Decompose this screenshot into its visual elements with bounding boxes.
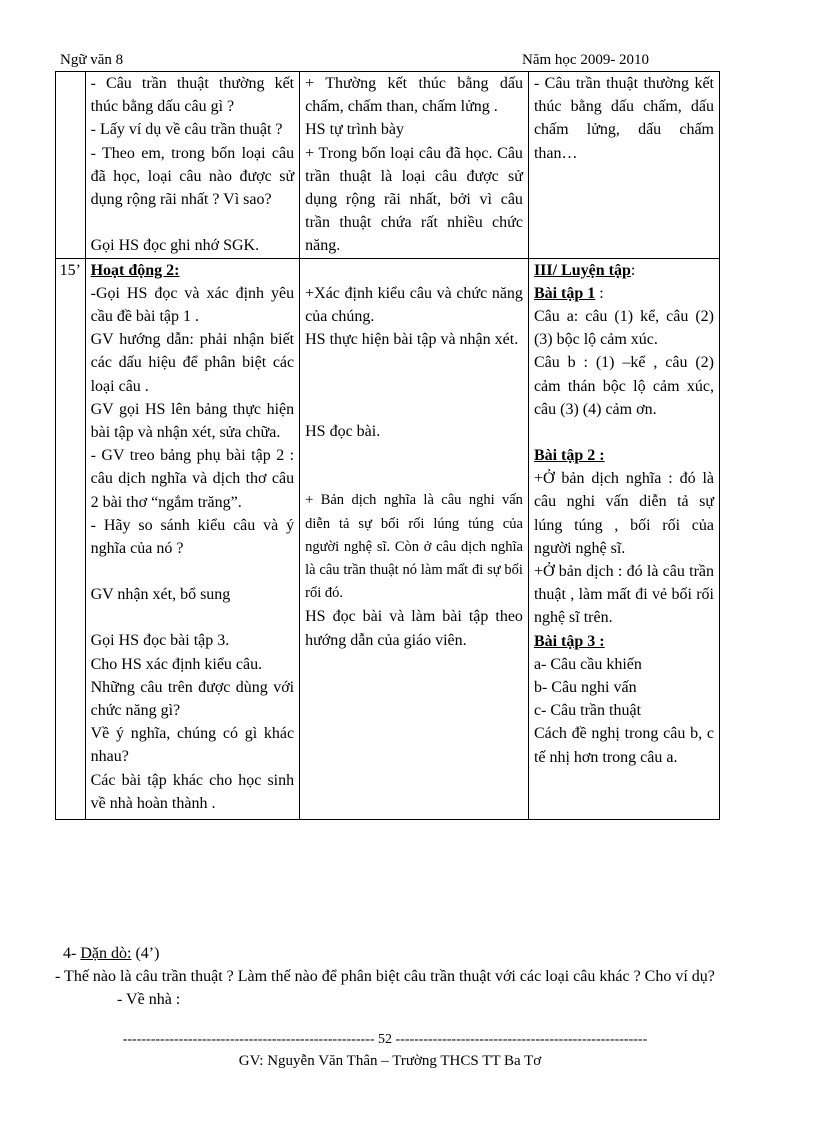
exercise-3-answer: c- Câu trần thuật	[533, 702, 642, 720]
teacher-question: - Theo em, trong bốn loại câu đã học, loại câu nào được sử dụng rộng rãi nhất ? Vì sao?	[90, 144, 295, 209]
student-answer: HS tự trình bày	[305, 121, 405, 139]
teacher-activity-cell	[85, 258, 300, 819]
time-cell: 15’	[56, 258, 86, 819]
student-activity-cell	[300, 258, 529, 819]
exercise-1-answer: Câu b : (1) –kể , câu (2) cảm thán bộc lộ cảm xúc, câu (3) (4) cảm ơn.	[533, 354, 714, 418]
homework-time: (4’)	[131, 945, 160, 962]
spacer	[534, 421, 714, 444]
spacer	[305, 443, 523, 489]
practice-heading-colon: :	[630, 261, 636, 279]
teacher-question: - Lấy ví dụ về câu trần thuật ?	[90, 121, 283, 139]
teacher-instruction: Các bài tập khác cho học sinh về nhà hoàn thành .	[90, 771, 295, 812]
homework-question: - Thế nào là câu trần thuật ? Làm thế nào để phân biệt câu trần thuật với các loại câu khác ? Cho ví dụ?	[55, 968, 715, 985]
practice-heading	[534, 259, 714, 282]
student-answer: + Trong bốn loại câu đã học. Câu trần thuật là loại câu được sử dụng rộng rãi nhất, bởi vì câu trần thuật chứa rất nhiều chức năng.	[305, 144, 523, 255]
student-answer: + Thường kết thúc bằng dấu chấm, chấm than, chấm lửng .	[305, 75, 523, 116]
student-answer: HS đọc bài và làm bài tập theo hướng dẫn của giáo viên.	[305, 608, 523, 649]
content-cell	[528, 258, 719, 819]
teacher-instruction: Về ý nghĩa, chúng có gì khác nhau?	[90, 725, 295, 766]
exercise-3-title: Bài tập 3 :	[533, 632, 605, 650]
teacher-instruction: - GV treo bảng phụ bài tập 2 : câu dịch nghĩa và dịch thơ câu 2 bài thơ “ngắm trăng”.	[90, 447, 295, 511]
student-answer: HS đọc bài.	[305, 423, 381, 441]
page-number: ------------------------------------------------------ 52 ------------------------------------------------------	[122, 1032, 648, 1047]
spacer	[91, 606, 295, 629]
exercise-3-answer: b- Câu nghi vấn	[533, 679, 637, 697]
homework-heading	[63, 942, 723, 965]
table-row	[56, 258, 720, 819]
teacher-instruction: Những câu trên được dùng với chức năng gì?	[90, 678, 295, 720]
time-cell	[56, 72, 86, 259]
activity-heading: Hoạt động 2:	[90, 261, 180, 279]
school-year-header: Năm học 2009- 2010	[522, 52, 650, 68]
teacher-instruction: Cho HS xác định kiểu câu.	[90, 655, 263, 673]
teacher-instruction: GV gọi HS lên bảng thực hiện bài tập và nhận xét, sửa chữa.	[90, 400, 295, 442]
teacher-instruction: -Gọi HS đọc và xác định yêu cầu đề bài tập 1 .	[90, 284, 295, 326]
spacer	[91, 211, 295, 234]
student-answer: + Bản dịch nghĩa là câu nghi vấn diễn tả sự bối rối lúng túng của người nghệ sĩ. Còn ở câu dịch nghĩa là câu trần thuật nó làm mất đi sự bối rối đó.	[305, 492, 523, 602]
teacher-instruction: GV nhận xét, bổ sung	[90, 586, 231, 604]
teacher-activity-cell	[85, 72, 300, 259]
content-cell	[528, 72, 719, 259]
teacher-instruction: - Hãy so sánh kiểu câu và ý nghĩa của nó ?	[90, 516, 295, 558]
spacer	[305, 259, 523, 282]
teacher-instruction: GV hướng dẫn: phải nhận biết các dấu hiệu để phân biệt các loại câu .	[90, 331, 295, 395]
exercise-2-answer: +Ở bản dịch nghĩa : đó là câu nghi vấn diễn tả sự lúng túng , bối rối của người nghệ sĩ.	[533, 470, 714, 557]
homework-label: Dặn dò:	[80, 945, 132, 962]
exercise-3-answer: a- Câu cầu khiến	[533, 655, 642, 673]
homework-number: 4-	[63, 945, 77, 962]
student-answer: +Xác định kiểu câu và chức năng của chúng.	[305, 284, 523, 325]
teacher-instruction: Gọi HS đọc ghi nhớ SGK.	[90, 237, 260, 255]
content-note: - Câu trần thuật thường kết thúc bằng dấu chấm, dấu chấm lửng, dấu chấm than…	[533, 75, 714, 162]
exercise-1-title	[534, 282, 714, 305]
teacher-instruction: Gọi HS đọc bài tập 3.	[90, 632, 230, 650]
exercise-2-answer: +Ở bản dịch : đó là câu trần thuật , làm mất đi vẻ bối rối nghệ sĩ trên.	[533, 563, 714, 627]
exercise-1-answer: Câu a: câu (1) kể, câu (2) (3) bộc lộ cảm xúc.	[533, 308, 714, 349]
student-activity-cell	[300, 72, 529, 259]
exercise-2-title: Bài tập 2 :	[533, 447, 605, 465]
exercise-3-answer: Cách đề nghị trong câu b, c tế nhị hơn trong câu a.	[533, 725, 714, 766]
lesson-table	[55, 71, 720, 820]
practice-heading-text: III/ Luyện tập	[533, 261, 631, 279]
student-answer: HS thực hiện bài tập và nhận xét.	[305, 331, 519, 349]
home-task: - Về nhà :	[117, 991, 181, 1008]
exercise-1-title-colon: :	[595, 284, 604, 302]
exercise-1-title-text: Bài tập 1	[533, 284, 596, 302]
spacer	[91, 560, 295, 583]
table-row	[56, 72, 720, 259]
subject-header: Ngữ văn 8	[60, 52, 124, 68]
teacher-question: - Câu trần thuật thường kết thúc bằng dấu câu gì ?	[90, 75, 295, 116]
spacer	[305, 351, 523, 420]
teacher-footer: GV: Nguyễn Văn Thân – Trường THCS TT Ba Tơ	[238, 1053, 542, 1069]
homework-section	[55, 942, 723, 1011]
